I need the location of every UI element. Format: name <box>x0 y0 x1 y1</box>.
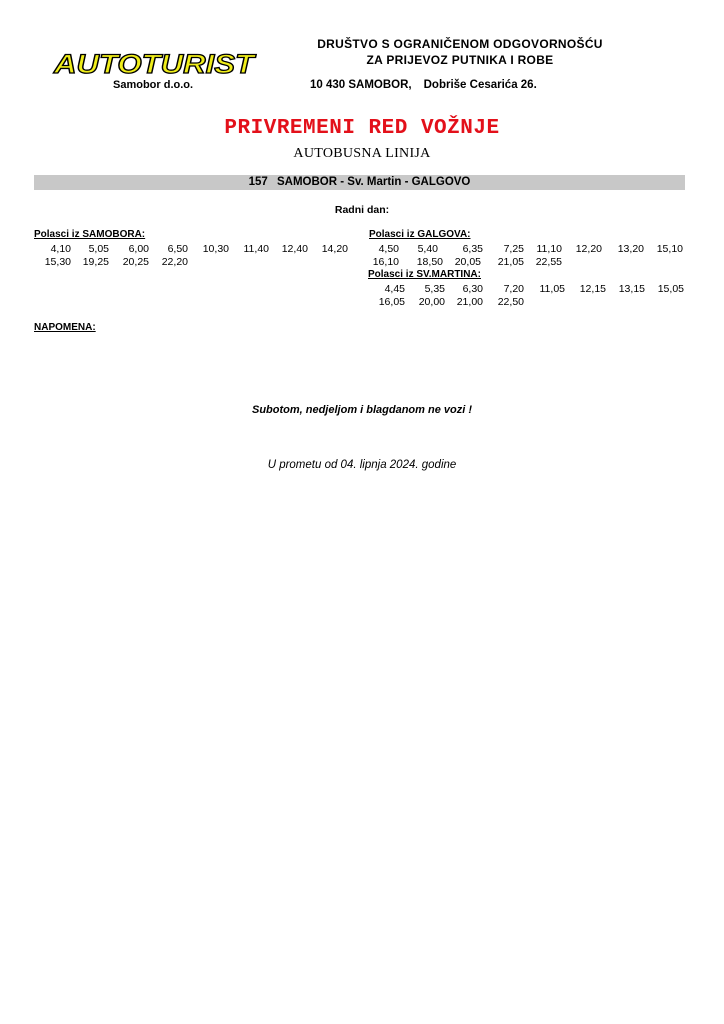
page-title: PRIVREMENI RED VOŽNJE <box>224 117 500 140</box>
valid-from-note: U prometu od 04. lipnja 2024. godine <box>267 459 457 471</box>
company-address <box>310 79 537 91</box>
time-cell: 15,05 <box>657 283 684 295</box>
time-cell: 22,55 <box>535 256 562 268</box>
galgovo-row-2 <box>0 256 724 269</box>
time-cell: 5,40 <box>417 243 438 255</box>
company-line-2: ZA PRIJEVOZ PUTNIKA I ROBE <box>366 53 554 67</box>
address-city: 10 430 SAMOBOR, <box>310 79 412 91</box>
time-cell: 19,25 <box>82 256 109 268</box>
time-cell: 20,05 <box>454 256 481 268</box>
logo-text: AUTOTURIST <box>52 49 257 79</box>
time-cell: 22,50 <box>497 296 524 308</box>
martin-heading: Polasci iz SV.MARTINA: <box>368 269 481 280</box>
time-cell: 20,00 <box>418 296 445 308</box>
time-cell: 21,05 <box>497 256 524 268</box>
time-cell: 12,40 <box>281 243 308 255</box>
no-service-note: Subotom, nedjeljom i blagdanom ne vozi ! <box>251 404 472 416</box>
time-cell: 21,00 <box>456 296 483 308</box>
line-number: 157 <box>248 176 268 188</box>
time-cell: 12,15 <box>579 283 606 295</box>
page-subtitle: AUTOBUSNA LINIJA <box>293 146 431 161</box>
time-cell: 11,40 <box>243 243 269 255</box>
company-name <box>300 36 620 68</box>
time-cell: 18,50 <box>416 256 443 268</box>
time-cell: 7,25 <box>503 243 524 255</box>
address-street: Dobriše Cesarića 26. <box>423 79 537 91</box>
napomena-heading: NAPOMENA: <box>34 322 96 333</box>
time-cell: 15,30 <box>44 256 71 268</box>
line-bar <box>34 175 685 190</box>
time-cell: 22,20 <box>161 256 188 268</box>
logo-subtitle: Samobor d.o.o. <box>113 79 194 91</box>
time-cell: 13,15 <box>618 283 645 295</box>
time-cell: 5,05 <box>88 243 109 255</box>
martin-row-2 <box>0 296 724 309</box>
time-cell: 13,20 <box>617 243 644 255</box>
time-cell: 14,20 <box>321 243 348 255</box>
time-cell: 16,10 <box>372 256 399 268</box>
time-cell: 6,50 <box>167 243 188 255</box>
time-cell: 4,50 <box>378 243 399 255</box>
time-cell: 6,35 <box>462 243 483 255</box>
time-cell: 20,25 <box>122 256 149 268</box>
line-route: SAMOBOR - Sv. Martin - GALGOVO <box>277 176 471 188</box>
time-cell: 6,30 <box>462 283 483 295</box>
time-cell: 5,35 <box>424 283 445 295</box>
company-logo <box>50 48 258 80</box>
time-cell: 4,10 <box>50 243 71 255</box>
time-cell: 15,10 <box>656 243 683 255</box>
samobor-heading: Polasci iz SAMOBORA: <box>34 229 146 240</box>
time-cell: 4,45 <box>384 283 405 295</box>
time-cell: 6,00 <box>128 243 149 255</box>
time-cell: 10,30 <box>202 243 229 255</box>
galgovo-heading: Polasci iz GALGOVA: <box>369 229 471 240</box>
time-cell: 16,05 <box>378 296 405 308</box>
galgovo-row-1 <box>0 243 724 256</box>
time-cell: 7,20 <box>503 283 524 295</box>
martin-row-1 <box>0 283 724 296</box>
time-cell: 12,20 <box>575 243 602 255</box>
time-cell: 11,05 <box>539 283 565 295</box>
time-cell: 11,10 <box>536 243 562 255</box>
day-label: Radni dan: <box>334 204 390 216</box>
company-line-1: DRUŠTVO S OGRANIČENOM ODGOVORNOŠĆU <box>317 37 603 51</box>
